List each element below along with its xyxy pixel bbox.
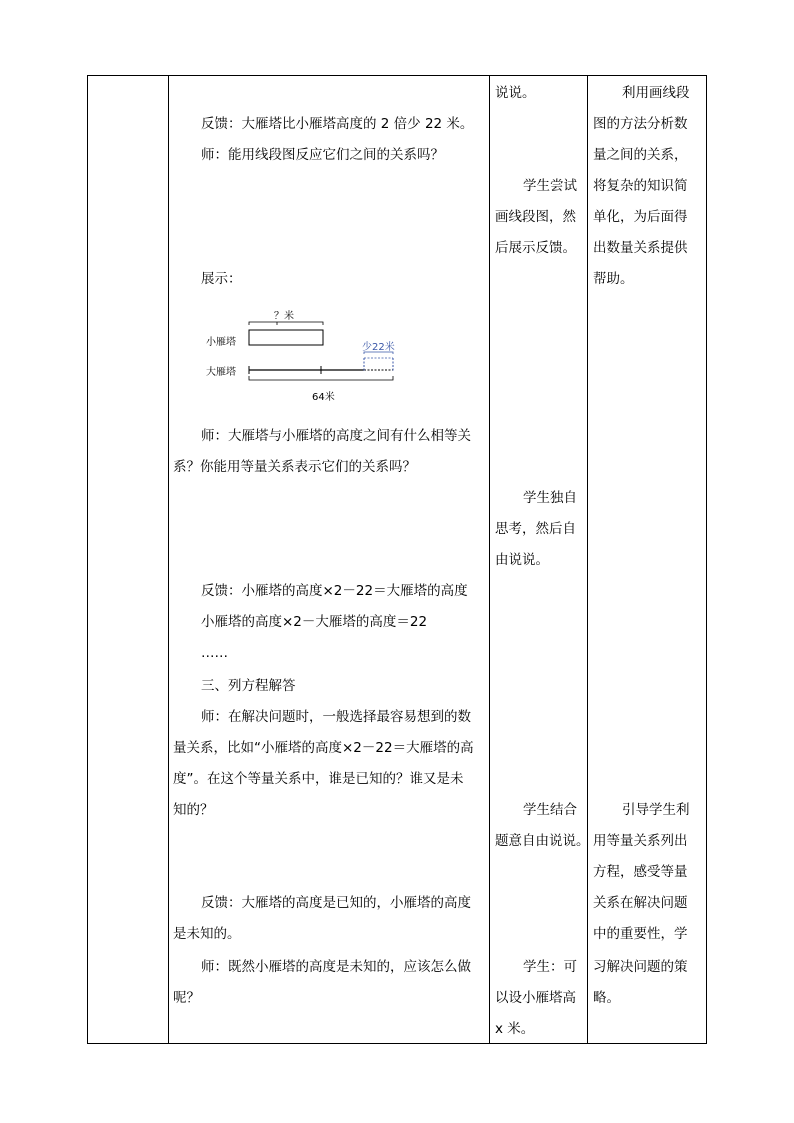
teacher-question: 师：既然小雁塔的高度是未知的，应该怎么做: [201, 959, 471, 975]
student-activity: 学生结合: [523, 802, 577, 818]
student-activity: 思考，然后自: [495, 521, 576, 537]
bottom-brace: [249, 376, 393, 380]
column-divider: [489, 76, 490, 1043]
teacher-question: 度”。在这个等量关系中，谁是已知的？谁又是未: [173, 771, 464, 787]
design-intent: 量之间的关系，: [593, 147, 688, 163]
design-intent: 图的方法分析数: [593, 116, 688, 132]
design-intent: 出数量关系提供: [593, 240, 688, 256]
student-activity: 题意自由说说。: [495, 833, 590, 849]
total-64m-label: 64米: [312, 392, 335, 403]
student-activity: 学生：可: [523, 959, 577, 975]
teacher-question: 呢？: [173, 990, 200, 1006]
teacher-question: 师：在解决问题时，一般选择最容易想到的数: [201, 709, 471, 725]
student-activity: 学生独自: [523, 490, 577, 506]
big-tower-label: 大雁塔: [206, 367, 236, 378]
student-activity: 学生尝试: [523, 178, 577, 194]
student-activity: 后展示反馈。: [495, 240, 576, 256]
small-tower-segment: [249, 330, 323, 345]
teacher-question: 系？你能用等量关系表示它们的关系吗？: [173, 459, 416, 475]
teacher-question: 知的？: [173, 802, 214, 818]
design-intent: 帮助。: [593, 271, 634, 287]
student-activity: 由说说。: [495, 552, 549, 568]
teacher-question: 量关系，比如“小雁塔的高度×2－22＝大雁塔的高: [173, 740, 474, 756]
feedback-line: 反馈：大雁塔比小雁塔高度的 2 倍少 22 米。: [201, 116, 474, 132]
column-divider: [587, 76, 588, 1043]
feedback-line: 反馈：小雁塔的高度×2－22＝大雁塔的高度: [201, 583, 468, 599]
line-segment-diagram: [200, 308, 405, 403]
question-meters-label: ？米: [274, 311, 294, 322]
show-label: 展示：: [201, 271, 242, 287]
design-intent: 方程，感受等量: [593, 864, 688, 880]
student-activity: 说说。: [495, 85, 536, 101]
design-intent: 将复杂的知识简: [593, 178, 688, 194]
design-intent: 习解决问题的策: [593, 959, 688, 975]
top-brace: [249, 322, 323, 325]
design-intent: 用等量关系列出: [593, 833, 688, 849]
student-activity: x 米。: [495, 1021, 535, 1037]
design-intent: 利用画线段: [622, 85, 690, 101]
small-tower-label: 小雁塔: [206, 337, 236, 348]
student-activity: 画线段图，然: [495, 209, 576, 225]
design-intent: 单化，为后面得: [593, 209, 688, 225]
design-intent: 略。: [593, 990, 620, 1006]
feedback-line: 是未知的。: [173, 926, 241, 942]
less-22m-label: 少22米: [362, 342, 395, 353]
design-intent: 中的重要性，学: [593, 926, 688, 942]
design-intent: 关系在解决问题: [593, 895, 688, 911]
student-activity: 以设小雁塔高: [495, 990, 576, 1006]
feedback-line: 反馈：大雁塔的高度是已知的，小雁塔的高度: [201, 895, 471, 911]
column-divider: [168, 76, 169, 1043]
teacher-question: 师：大雁塔与小雁塔的高度之间有什么相等关: [201, 428, 471, 444]
ellipsis: ……: [201, 645, 228, 661]
design-intent: 引导学生利: [622, 802, 690, 818]
section-heading: 三、列方程解答: [201, 678, 296, 694]
less-brace: [364, 352, 393, 354]
feedback-line: 小雁塔的高度×2－大雁塔的高度＝22: [201, 614, 428, 630]
teacher-question: 师：能用线段图反应它们之间的关系吗？: [201, 147, 444, 163]
